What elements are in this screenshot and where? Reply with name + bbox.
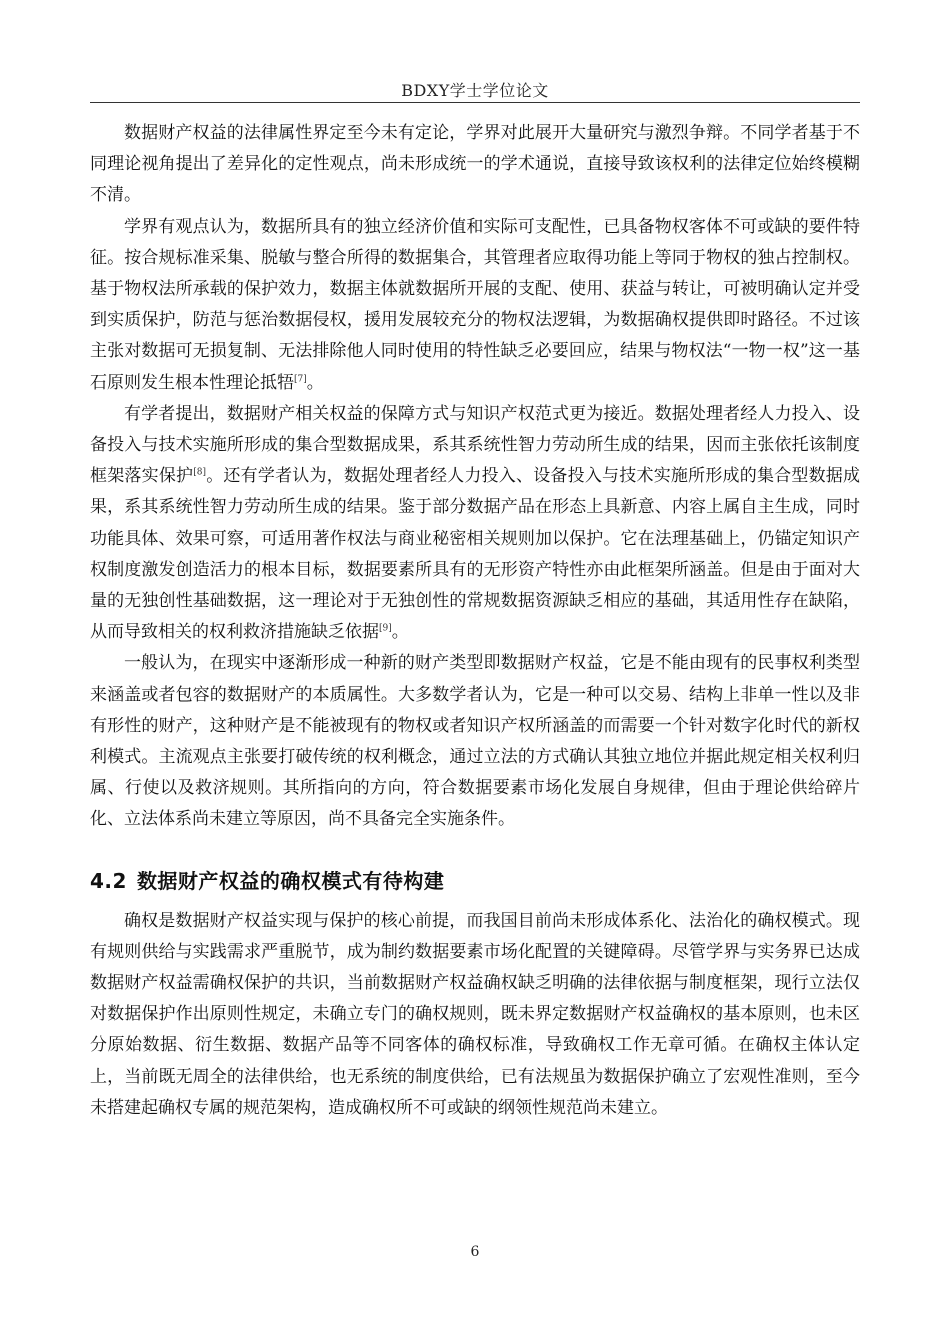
- citation-marker: [7]: [294, 373, 307, 384]
- section-title: 数据财产权益的确权模式有待构建: [136, 868, 445, 893]
- paragraph-text: 。: [306, 372, 324, 393]
- paragraph-text: 数据财产权益的法律属性界定至今未有定论，学界对此展开大量研究与激烈争辩。不同学者基于不同理论视角提出了差异化的定性观点，尚未形成统一的学术通说，直接导致该权利的法律定位始终模糊不清。: [90, 123, 860, 206]
- paragraph-text: 学界有观点认为，数据所具有的独立经济价值和实际可支配性，已具备物权客体不可或缺的要件特征。按合规标准采集、脱敏与整合所得的数据集合，其管理者应取得功能上等同于物权的独占控制权。基于物权法所承载的保护效力，数据主体就数据所开展的支配、使用、获益与转让，可被明确认定并受到实质保护，防范与惩治数据侵权，援用发展较充分的物权法逻辑，为数据确权提供即时路径。不过该主张对数据可无损复制、无法排除他人同时使用的特性缺乏必要回应，结果与物权法“一物一权”这一基石原则发生根本性理论抵牾: [90, 216, 860, 393]
- citation-marker: [8]: [193, 467, 207, 478]
- header-rule: [90, 102, 860, 103]
- paragraph: [90, 399, 860, 649]
- paragraph-text: 。: [391, 622, 409, 643]
- paragraph-text: 确权是数据财产权益实现与保护的核心前提，而我国目前尚未形成体系化、法治化的确权模式。现有规则供给与实践需求严重脱节，成为制约数据要素市场化配置的关键障碍。尽管学界与实务界已达成数据财产权益需确权保护的共识，当前数据财产权益确权缺乏明确的法律依据与制度框架，现行立法仅对数据保护作出原则性规定，未确立专门的确权规则，既未界定数据财产权益确权的基本原则，也未区分原始数据、衍生数据、数据产品等不同客体的确权标准，导致确权工作无章可循。在确权主体认定上，当前既无周全的法律供给，也无系统的制度供给，已有法规虽为数据保护确立了宏观性准则，至今未搭建起确权专属的规范架构，造成确权所不可或缺的纲领性规范尚未建立。: [90, 910, 860, 1118]
- paragraph: [90, 906, 860, 1124]
- paragraph: [90, 212, 860, 399]
- section-number: 4.2: [90, 868, 127, 893]
- paragraph: [90, 118, 860, 212]
- paragraph: [90, 648, 860, 835]
- paragraph-text: 一般认为，在现实中逐渐形成一种新的财产类型即数据财产权益，它是不能由现有的民事权利类型来涵盖或者包容的数据财产的本质属性。大多数学者认为，它是一种可以交易、结构上非单一性以及非有形性的财产，这种财产是不能被现有的物权或者知识产权所涵盖的而需要一个针对数字化时代的新权利模式。主流观点主张要打破传统的权利概念，通过立法的方式确认其独立地位并据此规定相关权利归属、行使以及救济规则。其所指向的方向，符合数据要素市场化发展自身规律，但由于理论供给碎片化、立法体系尚未建立等原因，尚不具备完全实施条件。: [90, 653, 860, 830]
- paragraph-text: 有学者提出，数据财产相关权益的保障方式与知识产权范式更为接近。数据处理者经人力投入、设备投入与技术实施所形成的集合型数据成果，系其系统性智力劳动所生成的结果，因而主张依托该制度框架落实保护: [90, 403, 860, 487]
- paragraph-group-before: [90, 118, 860, 836]
- section-heading: [90, 866, 860, 896]
- running-header: BDXY学士学位论文: [401, 81, 549, 100]
- citation-marker: [9]: [379, 623, 392, 634]
- body-text: [90, 118, 860, 1124]
- page-number: 6: [470, 1244, 480, 1260]
- paragraph-group-after: [90, 906, 860, 1124]
- paragraph-text: 。还有学者认为，数据处理者经人力投入、设备投入与技术实施所形成的集合型数据成果，系其系统性智力劳动所生成的结果。鉴于部分数据产品在形态上具新意、内容上属自主生成，同时功能具体、效果可察，可适用著作权法与商业秘密相关规则加以保护。它在法理基础上，仍锚定知识产权制度激发创造活力的根本目标，数据要素所具有的无形资产特性亦由此框架所涵盖。但是由于面对大量的无独创性基础数据，这一理论对于无独创性的常规数据资源缺乏相应的基础，其适用性存在缺陷，从而导致相关的权利救济措施缺乏依据: [90, 466, 861, 643]
